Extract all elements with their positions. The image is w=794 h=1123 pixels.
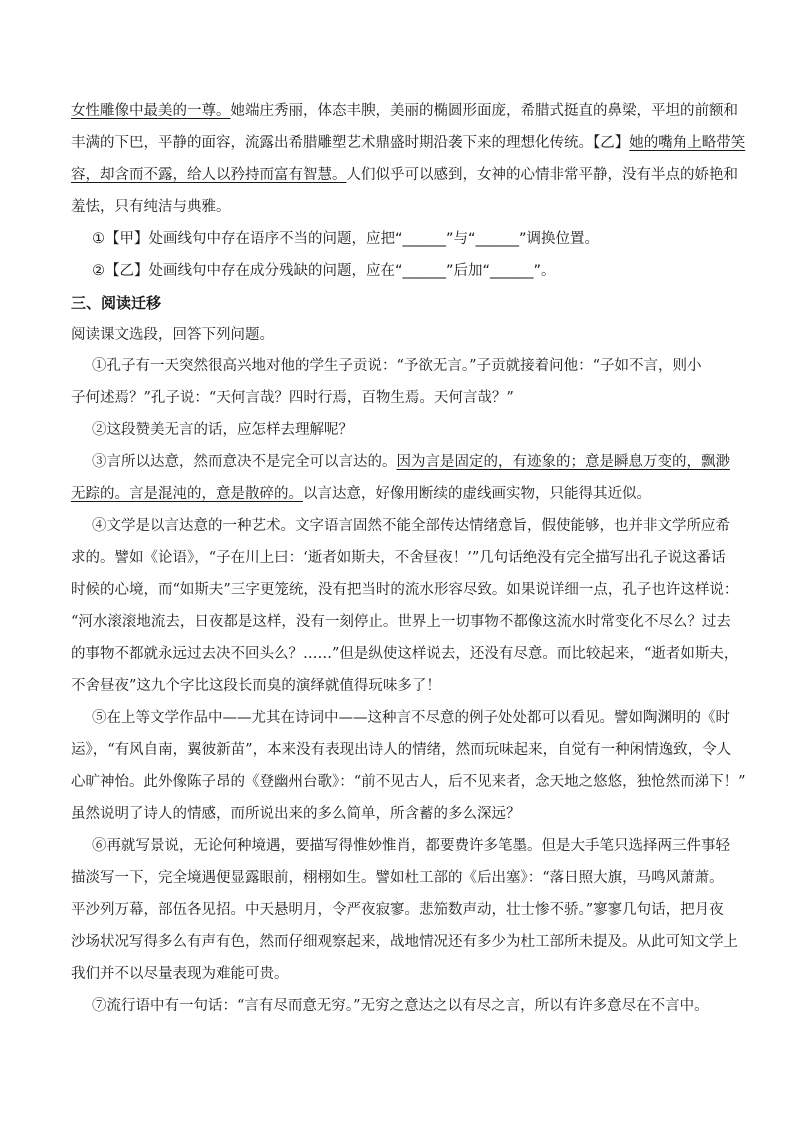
instruction-text: 阅读课文选段，回答下列问题。	[71, 327, 274, 343]
paragraph-line	[71, 133, 745, 153]
paragraph-line: ④文学是以言达意的一种艺术。文字语言固然不能全部传达情绪意旨，假使能够，也并非文学所应希	[92, 518, 730, 534]
paragraph-line	[71, 484, 651, 504]
section-heading: 三、阅读迁移	[71, 294, 162, 312]
line-text: ③言所以达意，然而意决不是完全可以言达的。	[92, 454, 397, 470]
line-text: 人们似乎可以感到，女神的心情非常平静，没有半点的娇艳和	[346, 167, 738, 183]
paragraph-line: ②这段赞美无言的话，应怎样去理解呢？	[92, 422, 353, 438]
paragraph-line: 心旷神怡。此外像陈子昂的《登幽州台歌》：“前不见古人，后不见来者，念天地之悠悠，独怆然而涕下！”	[71, 774, 746, 790]
question-item: ①【甲】处画线句中存在语序不当的问题，应把“______”与“______”调换位置。	[92, 231, 600, 247]
underlined-sentence: 因为言是固定的，有迹象的；意是瞬息万变的，飘渺	[396, 454, 730, 470]
paragraph-line	[92, 452, 730, 472]
underlined-sentence: 她的嘴角上略带笑	[629, 135, 746, 151]
paragraph-line: 平沙列万幕，部伍各见招。中天悬明月，令严夜寂寥。悲笳数声动，壮士惨不骄。”寥寥几句话，把月夜	[71, 902, 724, 918]
underlined-sentence: 无踪的。言是混沌的，意是散碎的。	[71, 486, 303, 502]
paragraph-line: 运》，“有风自南，翼彼新苗”，本来没有表现出诗人的情绪，然而玩味起来，自觉有一种闲情逸致，令人	[71, 742, 732, 758]
underlined-sentence: 女性雕像中最美的一尊。	[71, 103, 231, 119]
paragraph-line: 不舍昼夜”这九个字比这段长而臭的演绎就值得玩味多了！	[71, 678, 441, 694]
paragraph-line: 沙场状况写得多么有声有色，然而仔细观察起来，战地情况还有多少为杜工部所未提及。从此可知文学上	[71, 934, 738, 950]
paragraph-line: 的事物不都就永远过去决不回头么？……”但是纵使这样说去，还没有尽意。而比较起来，“逝者如斯夫，	[71, 646, 739, 662]
paragraph-line	[71, 165, 738, 185]
paragraph-line: 描淡写一下，完全境遇便显露眼前，栩栩如生。譬如杜工部的《后出塞》：“落日照大旗，马鸣风萧萧。	[71, 870, 724, 886]
paragraph-line: 虽然说明了诗人的情感，而所说出来的多么简单，所含蓄的多么深远？	[71, 806, 521, 822]
paragraph-line: ⑥再就写景说，无论何种境遇，要描写得惟妙惟肖，都要费许多笔墨。但是大手笔只选择两三件事轻	[92, 838, 730, 854]
paragraph-line: “河水滚滚地流去，日夜都是这样，没有一刻停止。世界上一切事物不都像这流水时常变化不尽么？过去	[71, 614, 731, 630]
paragraph-line: 羞怯，只有纯洁与典雅。	[71, 199, 231, 215]
line-text: 丰满的下巴，平静的面容，流露出希腊雕塑艺术鼎盛时期沿袭下来的理想化传统。【乙】	[71, 135, 630, 151]
question-item: ②【乙】处画线句中存在成分残缺的问题，应在“______”后加“______”。	[92, 263, 556, 279]
paragraph-line: ⑤在上等文学作品中——尤其在诗词中——这种言不尽意的例子处处都可以看见。譬如陶渊明的《时	[92, 710, 730, 726]
paragraph-line: 子何述焉？”孔子说：“天何言哉？四时行焉，百物生焉。天何言哉？”	[71, 390, 514, 406]
paragraph-line	[71, 101, 738, 121]
paragraph-line: ①孔子有一天突然很高兴地对他的学生子贡说：“予欲无言。”子贡就接着问他：“子如不言，则小	[92, 358, 702, 374]
paragraph-line: ⑦流行语中有一句话：“言有尽而意无穷。”无穷之意达之以有尽之言，所以有许多意尽在不言中。	[92, 998, 709, 1014]
paragraph-line: 我们并不以尽量表现为难能可贵。	[71, 966, 289, 982]
line-text: 她端庄秀丽，体态丰腴，美丽的椭圆形面庞，希腊式挺直的鼻梁，平坦的前额和	[230, 103, 738, 119]
paragraph-line: 求的。譬如《论语》，“子在川上曰：‘逝者如斯夫，不舍昼夜！’”几句话绝没有完全描写出孔子说这番话	[71, 550, 726, 566]
paragraph-line: 时候的心境，而“如斯夫”三字更笼统，没有把当时的流水形容尽致。如果说详细一点，孔子也许这样说：	[71, 582, 739, 598]
underlined-sentence: 容，却含而不露，给人以矜持而富有智慧。	[71, 167, 347, 183]
line-text: 以言达意，好像用断续的虚线画实物，只能得其近似。	[303, 486, 651, 502]
